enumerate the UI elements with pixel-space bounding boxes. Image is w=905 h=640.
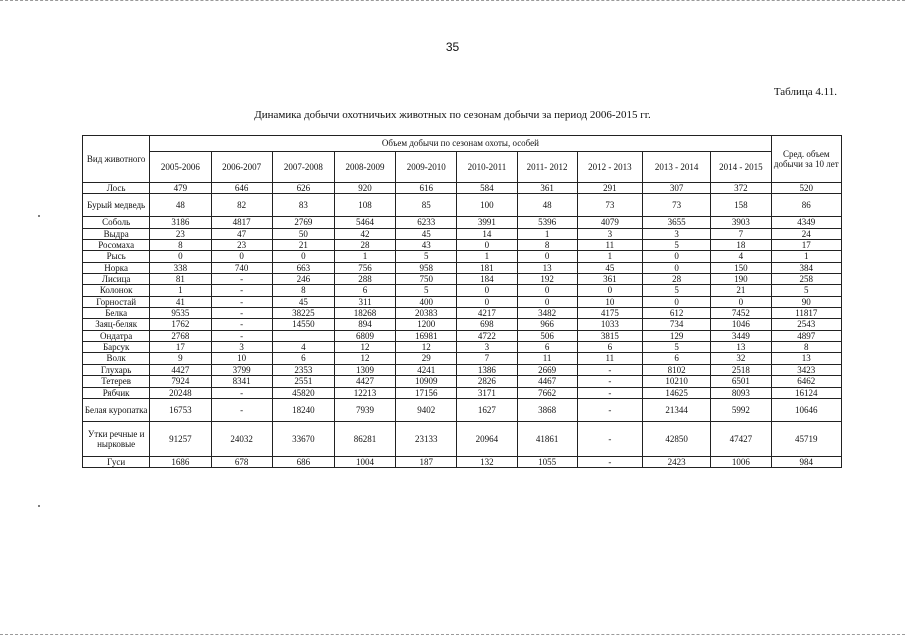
harvest-value-cell: 2423 [642,456,710,467]
harvest-value-cell: 1 [457,251,517,262]
header-season: 2008-2009 [334,152,395,183]
harvest-value-cell: 10 [577,296,642,307]
harvest-value-cell: 5 [642,342,710,353]
harvest-value-cell: 958 [396,262,457,273]
harvest-value-cell: 11 [517,353,577,364]
harvest-value-cell: - [211,387,272,398]
harvest-value-cell: 612 [642,308,710,319]
harvest-value-cell: 7662 [517,387,577,398]
average-value-cell: 520 [771,183,841,194]
average-value-cell: 24 [771,228,841,239]
average-value-cell: 8 [771,342,841,353]
harvest-value-cell: 8341 [211,376,272,387]
animal-name-cell: Белая куропатка [83,398,150,421]
harvest-value-cell: 83 [272,194,334,217]
table-row [83,319,842,330]
harvest-value-cell: 12 [334,353,395,364]
harvest-value-cell: 2551 [272,376,334,387]
table-row [83,217,842,228]
harvest-value-cell: 288 [334,274,395,285]
harvest-value-cell: 646 [211,183,272,194]
harvest-value-cell: 24032 [211,421,272,456]
harvest-value-cell: 4217 [457,308,517,319]
harvest-value-cell: 17 [150,342,211,353]
header-row-top [83,136,842,152]
harvest-value-cell: - [211,274,272,285]
table-row [83,262,842,273]
harvest-value-cell: 43 [396,240,457,251]
average-value-cell: 16124 [771,387,841,398]
harvest-value-cell: 81 [150,274,211,285]
harvest-value-cell: 920 [334,183,395,194]
harvest-value-cell: 190 [711,274,771,285]
harvest-value-cell: 41861 [517,421,577,456]
harvest-value-cell: 6809 [334,330,395,341]
table-row [83,421,842,456]
animal-name-cell: Утки речные и нырковые [83,421,150,456]
average-value-cell: 384 [771,262,841,273]
harvest-value-cell: 85 [396,194,457,217]
harvest-value-cell: 311 [334,296,395,307]
harvest-value-cell: 3991 [457,217,517,228]
scan-speck [38,215,40,217]
harvest-value-cell: 7924 [150,376,211,387]
animal-name-cell: Белка [83,308,150,319]
harvest-value-cell: 1 [150,285,211,296]
animal-name-cell: Соболь [83,217,150,228]
animal-name-cell: Лисица [83,274,150,285]
harvest-value-cell: 0 [457,240,517,251]
harvest-value-cell: 73 [642,194,710,217]
table-row [83,387,842,398]
harvest-value-cell: 2826 [457,376,517,387]
animal-name-cell: Рябчик [83,387,150,398]
harvest-value-cell: 626 [272,183,334,194]
harvest-value-cell: 338 [150,262,211,273]
header-average: Сред. объем добычи за 10 лет [771,136,841,183]
harvest-value-cell: 11 [577,240,642,251]
harvest-value-cell: 0 [517,285,577,296]
harvest-value-cell: 14625 [642,387,710,398]
harvest-value-cell: 6 [642,353,710,364]
harvest-value-cell: 20248 [150,387,211,398]
harvest-value-cell: 4722 [457,330,517,341]
header-season: 2007-2008 [272,152,334,183]
harvest-value-cell: 3186 [150,217,211,228]
harvest-value-cell: 100 [457,194,517,217]
harvest-value-cell: 132 [457,456,517,467]
harvest-value-cell: - [211,330,272,341]
harvest-value-cell: 6 [577,342,642,353]
harvest-value-cell: 1386 [457,364,517,375]
animal-name-cell: Ондатра [83,330,150,341]
harvest-value-cell: 7 [711,228,771,239]
harvest-value-cell: 3 [577,228,642,239]
harvest-value-cell: 16981 [396,330,457,341]
harvest-value-cell: 0 [517,296,577,307]
harvest-value-cell: 12 [396,342,457,353]
table-row [83,228,842,239]
harvest-value-cell: 21344 [642,398,710,421]
harvest-value-cell: 45820 [272,387,334,398]
harvest-value-cell: 5 [396,251,457,262]
animal-name-cell: Выдра [83,228,150,239]
harvest-value-cell: 86281 [334,421,395,456]
harvest-value-cell: 4817 [211,217,272,228]
harvest-value-cell: 4427 [150,364,211,375]
harvest-value-cell: 45 [396,228,457,239]
harvest-value-cell: - [577,376,642,387]
harvest-value-cell: 18268 [334,308,395,319]
harvest-value-cell: 966 [517,319,577,330]
average-value-cell: 86 [771,194,841,217]
harvest-value-cell: 3 [642,228,710,239]
table-row [83,342,842,353]
harvest-value-cell: - [577,364,642,375]
animal-name-cell: Гуси [83,456,150,467]
header-season-group: Объем добычи по сезонам охоты, особей [150,136,771,152]
average-value-cell: 45719 [771,421,841,456]
table-row [83,308,842,319]
harvest-value-cell: 372 [711,183,771,194]
animal-name-cell: Колонок [83,285,150,296]
harvest-value-cell: 3 [211,342,272,353]
harvest-value-cell: 45 [272,296,334,307]
harvest-value-cell: 47 [211,228,272,239]
harvest-value-cell: 740 [211,262,272,273]
harvest-value-cell: 1 [577,251,642,262]
harvest-value-cell: 3171 [457,387,517,398]
harvest-value-cell: 6 [334,285,395,296]
harvest-value-cell: 3 [457,342,517,353]
average-value-cell: 3423 [771,364,841,375]
harvest-value-cell: 108 [334,194,395,217]
average-value-cell: 10646 [771,398,841,421]
average-value-cell: 984 [771,456,841,467]
harvest-value-cell: 184 [457,274,517,285]
harvest-value-cell: 8093 [711,387,771,398]
harvest-value-cell: 48 [150,194,211,217]
animal-name-cell: Волк [83,353,150,364]
harvest-value-cell: 1004 [334,456,395,467]
harvest-value-cell: - [211,285,272,296]
harvest-value-cell: 4427 [334,376,395,387]
harvest-value-cell: 8 [150,240,211,251]
harvest-value-cell: 10909 [396,376,457,387]
table-caption: Таблица 4.11. [773,86,837,98]
harvest-value-cell: 1762 [150,319,211,330]
harvest-value-cell: 0 [711,296,771,307]
harvest-value-cell: 150 [711,262,771,273]
header-season: 2011- 2012 [517,152,577,183]
harvest-value-cell: 0 [150,251,211,262]
harvest-value-cell: 29 [396,353,457,364]
table-title: Динамика добычи охотничьих животных по сезонам добычи за период 2006-2015 гг. [254,109,651,121]
harvest-value-cell: 9 [150,353,211,364]
harvest-value-cell: 23 [150,228,211,239]
harvest-value-cell: 0 [642,296,710,307]
table-row [83,296,842,307]
harvest-value-cell: 0 [577,285,642,296]
animal-name-cell: Горностай [83,296,150,307]
harvest-value-cell: 616 [396,183,457,194]
harvest-value-cell: 14550 [272,319,334,330]
harvest-value-cell: 4079 [577,217,642,228]
animal-name-cell: Заяц-беляк [83,319,150,330]
table-row [83,240,842,251]
table-row [83,330,842,341]
harvest-value-cell: 32 [711,353,771,364]
table-row [83,183,842,194]
harvest-value-cell: 4241 [396,364,457,375]
harvest-value-cell: 698 [457,319,517,330]
harvest-value-cell: 10210 [642,376,710,387]
harvest-value-cell: - [211,308,272,319]
table-row [83,274,842,285]
harvest-value-cell: 734 [642,319,710,330]
harvest-value-cell: 13 [517,262,577,273]
header-season: 2010-2011 [457,152,517,183]
harvest-value-cell: 50 [272,228,334,239]
harvest-value-cell: 42850 [642,421,710,456]
harvest-value-cell: 678 [211,456,272,467]
harvest-value-cell: 187 [396,456,457,467]
page-number: 35 [445,40,460,54]
harvest-value-cell: 3482 [517,308,577,319]
harvest-value-cell: 246 [272,274,334,285]
animal-name-cell: Норка [83,262,150,273]
harvest-value-cell: 1033 [577,319,642,330]
harvest-value-cell: - [211,398,272,421]
animal-name-cell: Лось [83,183,150,194]
harvest-value-cell: 3799 [211,364,272,375]
harvest-value-cell: 6 [517,342,577,353]
harvest-value-cell: 21 [711,285,771,296]
harvest-value-cell: 1055 [517,456,577,467]
harvest-value-cell: 1627 [457,398,517,421]
harvest-value-cell [272,330,334,341]
harvest-value-cell: 2768 [150,330,211,341]
table-row [83,194,842,217]
average-value-cell: 5 [771,285,841,296]
harvest-value-cell: 756 [334,262,395,273]
harvest-value-cell: - [211,319,272,330]
scan-speck [38,505,40,507]
harvest-value-cell: 7 [457,353,517,364]
harvest-value-cell: 1 [517,228,577,239]
harvest-value-cell: - [577,456,642,467]
harvest-value-cell: 0 [457,296,517,307]
harvest-value-cell: 2518 [711,364,771,375]
harvest-value-cell: 0 [642,251,710,262]
table-row [83,376,842,387]
harvest-value-cell: 400 [396,296,457,307]
harvest-value-cell: 158 [711,194,771,217]
harvest-value-cell: 3903 [711,217,771,228]
harvest-value-cell: 479 [150,183,211,194]
harvest-value-cell: 14 [457,228,517,239]
harvest-value-cell: 8102 [642,364,710,375]
harvest-value-cell: 82 [211,194,272,217]
harvest-value-cell: 1006 [711,456,771,467]
table-row [83,353,842,364]
harvest-value-cell: 0 [272,251,334,262]
harvest-value-cell: - [577,421,642,456]
harvest-value-cell: 584 [457,183,517,194]
animal-name-cell: Рысь [83,251,150,262]
harvest-value-cell: 17156 [396,387,457,398]
harvest-value-cell: 1309 [334,364,395,375]
harvest-value-cell: 8 [272,285,334,296]
harvest-value-cell: 73 [577,194,642,217]
harvest-value-cell: 33670 [272,421,334,456]
harvest-value-cell: 129 [642,330,710,341]
harvest-value-cell: 686 [272,456,334,467]
average-value-cell: 4349 [771,217,841,228]
harvest-value-cell: 4 [272,342,334,353]
harvest-value-cell: 6233 [396,217,457,228]
scan-edge-top [0,0,905,4]
harvest-value-cell: 5464 [334,217,395,228]
harvest-value-cell: 48 [517,194,577,217]
harvest-value-cell: 1046 [711,319,771,330]
harvest-value-cell: 2353 [272,364,334,375]
harvest-value-cell: 23133 [396,421,457,456]
harvest-value-cell: 28 [334,240,395,251]
table-row [83,456,842,467]
animal-name-cell: Барсук [83,342,150,353]
harvest-value-cell: 192 [517,274,577,285]
harvest-value-cell: 361 [577,274,642,285]
harvest-value-cell: 5 [642,240,710,251]
average-value-cell: 4897 [771,330,841,341]
table-body [83,183,842,468]
harvest-value-cell: 5992 [711,398,771,421]
harvest-value-cell: 0 [517,251,577,262]
table-row [83,285,842,296]
harvest-value-cell: 38225 [272,308,334,319]
harvest-value-cell: 20964 [457,421,517,456]
harvest-value-cell: 0 [211,251,272,262]
harvest-table [82,135,842,468]
harvest-value-cell: 5 [642,285,710,296]
harvest-value-cell: 181 [457,262,517,273]
harvest-value-cell: 8 [517,240,577,251]
harvest-value-cell: 23 [211,240,272,251]
harvest-value-cell: 4175 [577,308,642,319]
table-row [83,364,842,375]
header-season: 2009-2010 [396,152,457,183]
harvest-value-cell: 1686 [150,456,211,467]
harvest-value-cell: 18 [711,240,771,251]
harvest-value-cell: - [577,398,642,421]
animal-name-cell: Глухарь [83,364,150,375]
table-row [83,398,842,421]
harvest-value-cell: 7939 [334,398,395,421]
harvest-value-cell: 21 [272,240,334,251]
header-animal: Вид животного [83,136,150,183]
harvest-value-cell: 10 [211,353,272,364]
average-value-cell: 11817 [771,308,841,319]
harvest-value-cell: 3868 [517,398,577,421]
header-season: 2012 - 2013 [577,152,642,183]
harvest-value-cell: 13 [711,342,771,353]
average-value-cell: 1 [771,251,841,262]
harvest-value-cell: 42 [334,228,395,239]
harvest-value-cell: 9535 [150,308,211,319]
average-value-cell: 258 [771,274,841,285]
harvest-value-cell: 3815 [577,330,642,341]
harvest-value-cell: 4 [711,251,771,262]
average-value-cell: 13 [771,353,841,364]
harvest-value-cell: 3655 [642,217,710,228]
harvest-value-cell: 91257 [150,421,211,456]
harvest-value-cell: 12 [334,342,395,353]
animal-name-cell: Бурый медведь [83,194,150,217]
harvest-value-cell: 41 [150,296,211,307]
header-season: 2006-2007 [211,152,272,183]
harvest-value-cell: - [577,387,642,398]
harvest-value-cell: 0 [457,285,517,296]
harvest-value-cell: 45 [577,262,642,273]
scan-edge-bottom [0,634,905,638]
header-season: 2005-2006 [150,152,211,183]
animal-name-cell: Тетерев [83,376,150,387]
average-value-cell: 17 [771,240,841,251]
harvest-value-cell: 750 [396,274,457,285]
average-value-cell: 2543 [771,319,841,330]
harvest-value-cell: 47427 [711,421,771,456]
harvest-value-cell: 361 [517,183,577,194]
header-season: 2013 - 2014 [642,152,710,183]
harvest-value-cell: 5396 [517,217,577,228]
harvest-value-cell: 11 [577,353,642,364]
harvest-value-cell: 894 [334,319,395,330]
harvest-value-cell: 16753 [150,398,211,421]
harvest-value-cell: 307 [642,183,710,194]
header-season: 2014 - 2015 [711,152,771,183]
harvest-value-cell: 2769 [272,217,334,228]
table-row [83,251,842,262]
header-row-seasons [83,152,842,183]
harvest-value-cell: 291 [577,183,642,194]
harvest-value-cell: 506 [517,330,577,341]
harvest-value-cell: 2669 [517,364,577,375]
harvest-value-cell: 5 [396,285,457,296]
animal-name-cell: Росомаха [83,240,150,251]
harvest-value-cell: 6501 [711,376,771,387]
harvest-value-cell: 20383 [396,308,457,319]
harvest-value-cell: 1 [334,251,395,262]
harvest-value-cell: 6 [272,353,334,364]
harvest-value-cell: 7452 [711,308,771,319]
harvest-value-cell: 0 [642,262,710,273]
harvest-value-cell: - [211,296,272,307]
harvest-value-cell: 28 [642,274,710,285]
average-value-cell: 90 [771,296,841,307]
harvest-value-cell: 12213 [334,387,395,398]
harvest-value-cell: 18240 [272,398,334,421]
harvest-value-cell: 9402 [396,398,457,421]
harvest-value-cell: 1200 [396,319,457,330]
harvest-value-cell: 3449 [711,330,771,341]
harvest-value-cell: 4467 [517,376,577,387]
harvest-value-cell: 663 [272,262,334,273]
average-value-cell: 6462 [771,376,841,387]
